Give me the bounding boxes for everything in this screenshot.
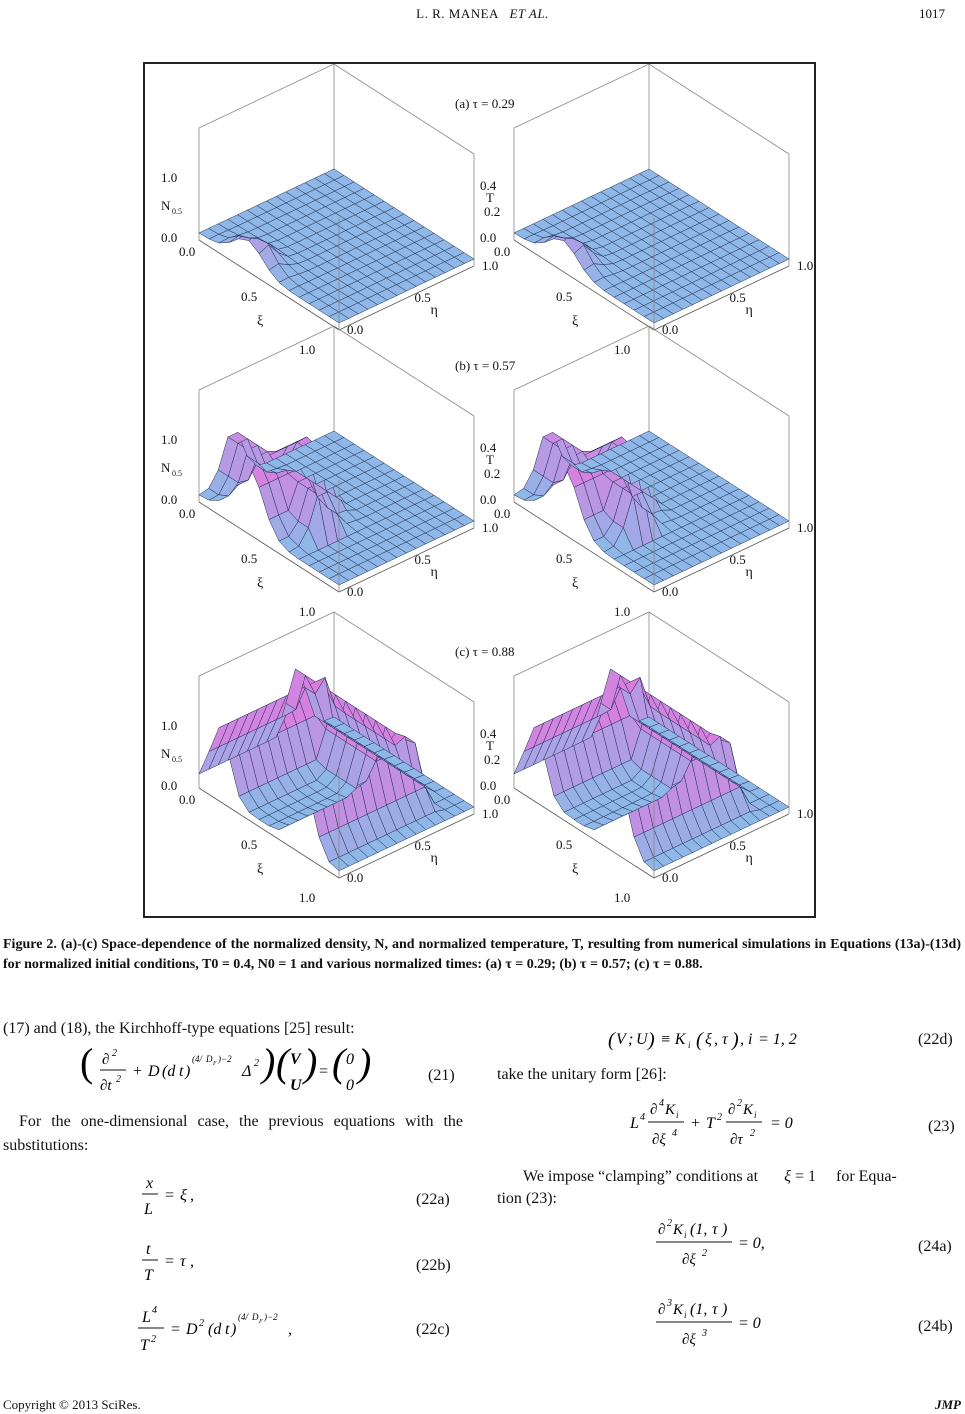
t-axis-label: T (486, 452, 494, 467)
svg-text:V: V (290, 1051, 301, 1068)
page-footer (3, 1397, 961, 1413)
t-tick-label: 0.4 (480, 440, 497, 455)
box-edge (514, 326, 789, 416)
svg-text:T: T (706, 1115, 715, 1132)
xi-tick-label: 0.5 (556, 289, 573, 304)
clamping-text-2: for Equa- (835, 1168, 897, 1185)
svg-text:(1,: (1, (690, 1221, 708, 1238)
svg-text:Δ: Δ (242, 1063, 252, 1080)
equation-22a-body (142, 1170, 222, 1220)
panel-label: (b) τ = 0.57 (455, 358, 516, 373)
t-tick-label: 0.0 (480, 778, 497, 793)
svg-text:2: 2 (702, 1248, 707, 1259)
xi-tick-label: 0.5 (556, 551, 573, 566)
xi-axis-label: ξ (257, 862, 264, 877)
n-axis-label: N (161, 460, 171, 475)
panel-label: (c) τ = 0.88 (455, 644, 515, 659)
svg-text:t: t (146, 1241, 151, 1258)
t-axis-label: T (486, 190, 494, 205)
equation-22c-body (138, 1300, 338, 1358)
figure-caption: Figure 2. (a)-(c) Space-dependence of the normalized density, N, and normalized temperature, T, resulting from numerical simulations in Equations (13a)-(13d) for normalized initial conditions, T0 = 0.4, N0 = 1 and various normalized times: (a) τ = 0.29; (b) τ = 0.57; (c) τ = 0.88. (3, 937, 961, 972)
svg-text:i: i (676, 1110, 679, 1120)
svg-text:2: 2 (112, 1048, 117, 1059)
svg-text:F: F (259, 1319, 263, 1325)
n-axis-label: N (161, 198, 171, 213)
svg-text:0: 0 (346, 1077, 354, 1094)
svg-text:2: 2 (254, 1058, 259, 1069)
svg-text:∂: ∂ (102, 1052, 110, 1068)
equation-23 (628, 1092, 828, 1157)
t-tick-label: 0.4 (480, 726, 497, 741)
n-tick-label: 1.0 (161, 432, 178, 447)
clamping-text: We impose “clamping” conditions at ξ = 1 for Equa- (523, 1168, 897, 1185)
eta-tick-label: 1.0 (482, 258, 499, 273)
svg-text:(: ( (80, 1042, 94, 1085)
xi-axis-label: ξ (572, 862, 579, 877)
svg-text:∂: ∂ (728, 1102, 736, 1118)
n-tick-label: 0.0 (161, 492, 178, 507)
svg-text:(4/: (4/ (192, 1054, 202, 1064)
copyright: Copyright © 2013 SciRes. (3, 1397, 141, 1412)
svg-text:(: ( (332, 1042, 346, 1085)
eta-tick-label: 0.0 (347, 584, 364, 599)
n-tick-label: 1.0 (161, 718, 178, 733)
svg-text:K: K (665, 1102, 676, 1118)
svg-text:,: , (190, 1187, 194, 1204)
svg-text:4: 4 (152, 1305, 157, 1316)
box-edge (199, 326, 474, 416)
svg-text:D: D (206, 1054, 213, 1064)
eta-tick-label: 0.5 (729, 552, 746, 567)
t-tick-label: 0.2 (484, 204, 501, 219)
et-al: ET AL. (509, 6, 549, 21)
eta-axis-label: η (430, 851, 438, 866)
t-tick-label: 0.0 (480, 230, 497, 245)
xi-tick-label: 0.5 (241, 837, 258, 852)
n-axis-subscript: 0.5 (172, 469, 182, 478)
svg-text:K: K (743, 1102, 754, 1118)
svg-text:): ) (185, 1063, 191, 1080)
t-tick-label: 0.4 (480, 178, 497, 193)
svg-text:(d: (d (162, 1063, 176, 1080)
svg-text:T: T (140, 1337, 149, 1354)
svg-text:,: , (740, 1031, 744, 1048)
svg-text:)−2: )−2 (264, 1312, 278, 1322)
panel-label: (a) τ = 0.29 (455, 96, 515, 111)
svg-text:ξ: ξ (180, 1187, 187, 1204)
svg-text:,: , (288, 1321, 292, 1338)
svg-text:;: ; (628, 1031, 634, 1048)
t-tick-label: 0.2 (484, 752, 501, 767)
eta-tick-label: 1.0 (797, 806, 814, 821)
svg-text:): ) (732, 1029, 739, 1051)
running-head (0, 6, 965, 22)
equation-22c (138, 1300, 338, 1363)
svg-text:L: L (142, 1309, 151, 1326)
eta-tick-label: 0.5 (729, 838, 746, 853)
svg-text:+: + (690, 1115, 701, 1132)
svg-text:t: t (179, 1063, 184, 1080)
svg-text:0: 0 (346, 1051, 354, 1068)
intro-text: (17) and (18), the Kirchhoff-type equations [25] result: (3, 1020, 355, 1037)
svg-text:i: i (684, 1230, 687, 1240)
svg-text:+: + (132, 1063, 143, 1080)
xi-tick-label: 0.0 (179, 244, 196, 259)
svg-text:2: 2 (737, 1098, 742, 1109)
xi-axis-label: ξ (257, 314, 264, 329)
svg-text:2: 2 (116, 1074, 121, 1085)
eta-tick-label: 0.0 (347, 322, 364, 337)
svg-text:2: 2 (667, 1218, 672, 1229)
equation-24a-body (652, 1212, 792, 1272)
svg-text:∂ξ: ∂ξ (682, 1332, 696, 1348)
svg-text:)−2: )−2 (218, 1054, 232, 1064)
eta-tick-label: 1.0 (797, 520, 814, 535)
substitution-paragraph: For the one-dimensional case, the previous equations with the substitutions: (3, 1113, 463, 1154)
svg-text:): ) (722, 1301, 728, 1318)
svg-text:2: 2 (151, 1334, 156, 1345)
eta-tick-label: 0.0 (662, 584, 679, 599)
xi-axis-label: ξ (257, 576, 264, 591)
svg-text:∂: ∂ (658, 1222, 666, 1238)
equation-24b-body (652, 1292, 792, 1352)
n-axis-label: N (161, 746, 171, 761)
svg-text:4: 4 (659, 1098, 664, 1109)
clamping-text-1: We impose “clamping” conditions at (523, 1168, 759, 1185)
svg-text:i: i (754, 1110, 757, 1120)
eta-tick-label: 0.0 (662, 870, 679, 885)
svg-text:i: i (688, 1040, 691, 1050)
svg-text:K: K (673, 1302, 684, 1318)
equation-22c-number: (22c) (416, 1321, 450, 1338)
svg-text:= 0: = 0 (738, 1315, 761, 1332)
svg-text:(4/: (4/ (238, 1312, 248, 1322)
xi-tick-label: 0.0 (494, 506, 511, 521)
svg-text:F: F (213, 1061, 217, 1067)
svg-text:D: D (148, 1063, 160, 1080)
svg-text:=: = (170, 1321, 181, 1338)
svg-text:i: i (748, 1031, 753, 1048)
svg-text:K: K (673, 1222, 684, 1238)
svg-text:(: ( (276, 1042, 290, 1085)
svg-text:(: ( (608, 1029, 615, 1051)
svg-text:): ) (262, 1042, 276, 1085)
equation-22b (142, 1236, 222, 1291)
journal-abbrev: JMP (935, 1397, 961, 1412)
eta-axis-label: η (430, 303, 438, 318)
svg-text:T: T (144, 1267, 153, 1284)
eta-tick-label: 0.5 (414, 290, 431, 305)
xi-tick-label: 1.0 (614, 342, 631, 357)
equation-23-body (628, 1092, 828, 1152)
surface-plots (145, 64, 814, 916)
eta-tick-label: 0.0 (347, 870, 364, 885)
equation-24b (652, 1292, 792, 1357)
svg-text:,: , (190, 1253, 194, 1270)
svg-text:(: ( (696, 1029, 703, 1051)
xi-tick-label: 1.0 (299, 604, 316, 619)
svg-text:τ: τ (180, 1253, 186, 1270)
xi-tick-label: 0.5 (241, 289, 258, 304)
equation-21 (78, 1042, 378, 1103)
svg-text:=: = (164, 1187, 175, 1204)
xi-tick-label: 1.0 (299, 342, 316, 357)
eta-tick-label: 1.0 (797, 258, 814, 273)
svg-text:τ: τ (722, 1031, 728, 1048)
equation-22b-body (142, 1236, 222, 1286)
svg-text:): ) (358, 1042, 372, 1085)
svg-text:U: U (636, 1031, 648, 1048)
eta-axis-label: η (745, 565, 753, 580)
n-axis-subscript: 0.5 (172, 755, 182, 764)
equation-24a-number: (24a) (918, 1238, 952, 1255)
n-tick-label: 0.0 (161, 778, 178, 793)
xi-tick-label: 1.0 (614, 604, 631, 619)
svg-text:∂ξ: ∂ξ (682, 1252, 696, 1268)
equation-23-number: (23) (928, 1118, 955, 1135)
svg-text:): ) (231, 1321, 237, 1338)
svg-text:4: 4 (672, 1128, 677, 1139)
svg-text:L: L (144, 1201, 153, 1218)
svg-text:V: V (616, 1031, 626, 1048)
svg-text:(1,: (1, (690, 1301, 708, 1318)
figure-2 (143, 62, 816, 918)
n-tick-label: 1.0 (161, 170, 178, 185)
t-tick-label: 0.0 (480, 492, 497, 507)
svg-text:): ) (304, 1042, 318, 1085)
xi-tick-label: 0.5 (556, 837, 573, 852)
svg-text:3: 3 (702, 1328, 707, 1339)
svg-text:i: i (684, 1310, 687, 1320)
eta-tick-label: 0.5 (414, 838, 431, 853)
xi-tick-label: 0.0 (494, 792, 511, 807)
svg-text:x: x (146, 1175, 154, 1192)
xi-tick-label: 1.0 (614, 890, 631, 905)
svg-text:(d: (d (208, 1321, 222, 1338)
svg-text:∂: ∂ (650, 1102, 658, 1118)
equation-22d-number: (22d) (918, 1031, 953, 1048)
xi-inline: ξ (784, 1168, 791, 1185)
svg-text:3: 3 (667, 1298, 672, 1309)
xi-tick-label: 0.5 (241, 551, 258, 566)
equation-21-number: (21) (428, 1067, 455, 1084)
svg-text:D: D (252, 1312, 259, 1322)
svg-text:τ: τ (712, 1221, 718, 1238)
svg-text:D: D (186, 1321, 198, 1338)
eta-axis-label: η (745, 851, 753, 866)
svg-text:2: 2 (750, 1128, 755, 1139)
svg-text:4: 4 (640, 1112, 645, 1123)
eta-axis-label: η (430, 565, 438, 580)
t-axis-label: T (486, 738, 494, 753)
svg-text:ξ: ξ (705, 1031, 712, 1048)
xi-tick-label: 0.0 (179, 792, 196, 807)
equation-22a-number: (22a) (416, 1191, 450, 1208)
t-tick-label: 0.2 (484, 466, 501, 481)
equation-22a (142, 1170, 222, 1225)
xi-axis-label: ξ (572, 314, 579, 329)
svg-text:τ: τ (712, 1301, 718, 1318)
eta-tick-label: 1.0 (482, 520, 499, 535)
svg-text:= 1, 2: = 1, 2 (758, 1031, 797, 1048)
svg-text:= 0,: = 0, (738, 1235, 765, 1252)
svg-text:,: , (714, 1031, 718, 1048)
equation-22d-body (608, 1022, 808, 1056)
left-column (3, 1018, 463, 1040)
xi-tick-label: 0.0 (494, 244, 511, 259)
box-edge (514, 64, 789, 154)
eta-tick-label: 1.0 (482, 806, 499, 821)
svg-text:∂τ: ∂τ (730, 1132, 743, 1148)
page-number: 1017 (919, 6, 945, 21)
xi-tick-label: 1.0 (299, 890, 316, 905)
svg-text:∂: ∂ (658, 1302, 666, 1318)
svg-text:L: L (630, 1115, 639, 1132)
equation-22d (608, 1022, 808, 1061)
svg-text:= 0: = 0 (770, 1115, 793, 1132)
box-edge (199, 64, 474, 154)
svg-text:2: 2 (199, 1318, 204, 1329)
n-axis-subscript: 0.5 (172, 207, 182, 216)
clamping-text-3: tion (23): (497, 1190, 557, 1207)
eta-axis-label: η (745, 303, 753, 318)
equation-21-body (78, 1042, 378, 1098)
svg-text:): ) (648, 1029, 655, 1051)
n-tick-label: 0.0 (161, 230, 178, 245)
unitary-form-text: take the unitary form [26]: (497, 1066, 667, 1083)
equation-24b-number: (24b) (918, 1318, 953, 1335)
svg-text:=: = (318, 1063, 329, 1080)
svg-text:≡ K: ≡ K (660, 1031, 686, 1048)
svg-text:2: 2 (717, 1112, 722, 1123)
xi-axis-label: ξ (572, 576, 579, 591)
xi-tick-label: 0.0 (179, 506, 196, 521)
svg-text:=: = (164, 1253, 175, 1270)
authors: L. R. MANEA (416, 6, 499, 21)
eta-tick-label: 0.5 (729, 290, 746, 305)
svg-text:t: t (225, 1321, 230, 1338)
svg-text:∂ξ: ∂ξ (652, 1132, 666, 1148)
box-edge (514, 612, 789, 702)
eta-tick-label: 0.0 (662, 322, 679, 337)
equation-22b-number: (22b) (416, 1257, 451, 1274)
svg-text:U: U (290, 1077, 302, 1094)
svg-text:∂t: ∂t (100, 1078, 112, 1094)
eta-tick-label: 0.5 (414, 552, 431, 567)
box-edge (199, 612, 474, 702)
equation-24a (652, 1212, 792, 1277)
svg-text:): ) (722, 1221, 728, 1238)
